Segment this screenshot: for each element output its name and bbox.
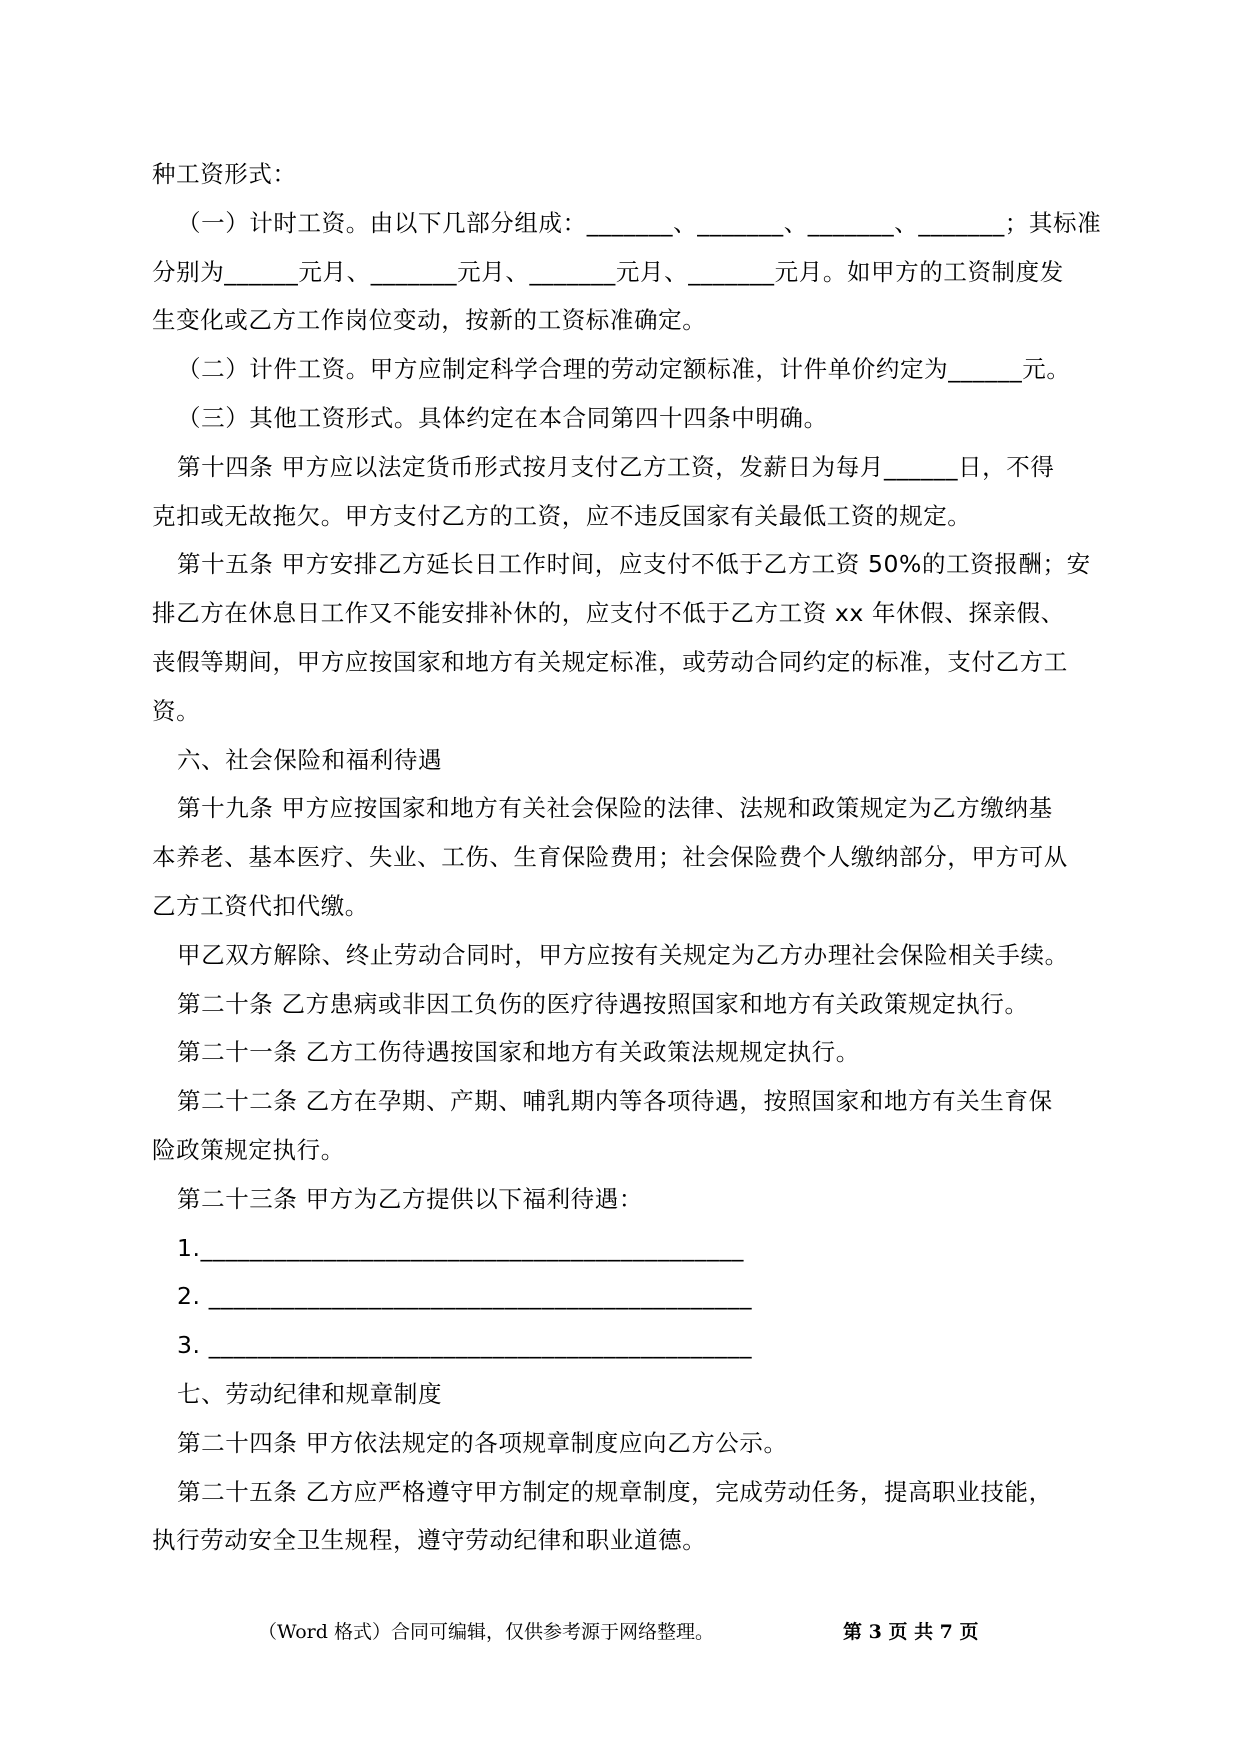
text-line: 第二十一条 乙方工伤待遇按国家和地方有关政策法规规定执行。 [177,1038,860,1067]
page-footer [0,1617,1241,1647]
text-line: 甲乙双方解除、终止劳动合同时，甲方应按有关规定为乙方办理社会保险相关手续。 [177,940,1069,969]
text-line: 分别为______元月、_______元月、_______元月、_______元月。如甲方的工资制度发 [152,257,1064,286]
section-heading: 七、劳动纪律和规章制度 [177,1379,443,1408]
text-line: 险政策规定执行。 [152,1135,345,1164]
text-line: 丧假等期间，甲方应按国家和地方有关规定标准，或劳动合同约定的标准，支付乙方工 [152,647,1068,676]
section-heading: 六、社会保险和福利待遇 [177,745,443,774]
text-line: 第二十条 乙方患病或非因工负伤的医疗待遇按照国家和地方有关政策规定执行。 [177,989,1029,1018]
footer-note: （Word 格式）合同可编辑，仅供参考源于网络整理。 [258,1621,714,1643]
text-line: 排乙方在休息日工作又不能安排补休的，应支付不低于乙方工资 xx 年休假、探亲假、 [152,599,1065,628]
text-line: 第二十二条 乙方在孕期、产期、哺乳期内等各项待遇，按照国家和地方有关生育保 [177,1087,1053,1116]
blank-line-item: 1.____________________________________________ [177,1233,745,1262]
text-line: 乙方工资代扣代缴。 [152,891,369,920]
document-body [152,150,1102,1565]
text-line: 第十九条 甲方应按国家和地方有关社会保险的法律、法规和政策规定为乙方缴纳基 [177,794,1053,823]
text-line: 种工资形式： [152,160,297,188]
text-line: 第二十五条 乙方应严格遵守甲方制定的规章制度，完成劳动任务，提高职业技能， [177,1477,1053,1506]
text-line: 生变化或乙方工作岗位变动，按新的工资标准确定。 [152,306,707,335]
text-line: 克扣或无故拖欠。甲方支付乙方的工资，应不违反国家有关最低工资的规定。 [152,501,972,530]
text-line: 执行劳动安全卫生规程，遵守劳动纪律和职业道德。 [152,1526,707,1555]
page-number: 第 3 页 共 7 页 [843,1621,979,1643]
text-line: （三）其他工资形式。具体约定在本合同第四十四条中明确。 [177,403,828,432]
text-line: （二）计件工资。甲方应制定科学合理的劳动定额标准，计件单价约定为______元。 [177,355,1071,384]
text-line: 第二十四条 甲方依法规定的各项规章制度应向乙方公示。 [177,1428,788,1457]
text-line: （一）计时工资。由以下几部分组成：_______、_______、_______、_______；其标准 [177,208,1102,237]
text-line: 本养老、基本医疗、失业、工伤、生育保险费用；社会保险费个人缴纳部分，甲方可从 [152,843,1068,872]
text-line: 第二十三条 甲方为乙方提供以下福利待遇： [177,1184,643,1213]
text-line: 第十四条 甲方应以法定货币形式按月支付乙方工资，发薪日为每月______日，不得 [177,452,1055,481]
text-line: 第十五条 甲方安排乙方延长日工作时间，应支付不低于乙方工资 50%的工资报酬；安 [177,550,1091,579]
blank-line-item: 2. ____________________________________________ [177,1282,753,1311]
blank-line-item: 3. ____________________________________________ [177,1331,753,1360]
text-line: 资。 [152,696,201,725]
